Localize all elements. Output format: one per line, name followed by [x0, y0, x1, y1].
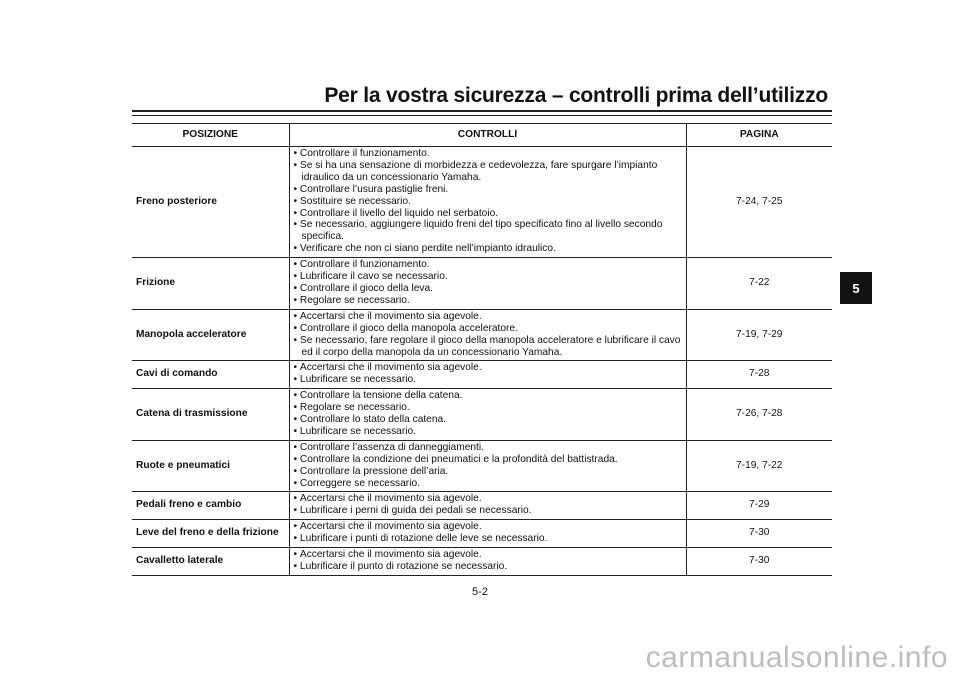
pre-ride-checks-table: [132, 123, 832, 576]
row-position: Leve del freno e della frizione: [132, 520, 289, 548]
check-item: • Regolare se necessario.: [294, 402, 682, 414]
check-list: [294, 148, 682, 255]
table-row: [132, 389, 832, 441]
check-item: • Correggere se necessario.: [294, 478, 682, 490]
row-position: Catena di trasmissione: [132, 389, 289, 441]
column-header-position: POSIZIONE: [132, 124, 289, 147]
check-list: [294, 311, 682, 359]
check-list: [294, 549, 682, 573]
check-item: • Lubrificare i perni di guida dei pedali se necessario.: [294, 505, 682, 517]
check-list: [294, 362, 682, 386]
check-list: [294, 493, 682, 517]
check-item: • Controllare il livello del liquido nel serbatoio.: [294, 208, 682, 220]
check-item: • Controllare la condizione dei pneumatici e la profondità del battistrada.: [294, 454, 682, 466]
check-item: • Lubrificare i punti di rotazione delle leve se necessario.: [294, 533, 682, 545]
check-item: • Controllare lo stato della catena.: [294, 414, 682, 426]
table-row: [132, 492, 832, 520]
row-position: Frizione: [132, 258, 289, 310]
check-item: • Accertarsi che il movimento sia agevole.: [294, 311, 682, 323]
row-position: Cavi di comando: [132, 361, 289, 389]
row-checks: [289, 258, 686, 310]
check-item: • Controllare l’assenza di danneggiamenti.: [294, 442, 682, 454]
row-checks: [289, 520, 686, 548]
check-item: • Controllare la pressione dell’aria.: [294, 466, 682, 478]
check-item: • Lubrificare il punto di rotazione se necessario.: [294, 561, 682, 573]
row-checks: [289, 492, 686, 520]
table-header-row: [132, 124, 832, 147]
row-page-ref: 7-22: [686, 258, 832, 310]
check-item: • Se si ha una sensazione di morbidezza e cedevolezza, fare spurgare l’impianto idraulico da un concessionario Yamaha.: [294, 160, 682, 184]
table-row: [132, 309, 832, 361]
section-tab: 5: [840, 272, 872, 304]
row-position: Freno posteriore: [132, 147, 289, 258]
row-checks: [289, 389, 686, 441]
table-body: [132, 147, 832, 576]
check-item: • Se necessario, fare regolare il gioco della manopola acceleratore e lubrificare il cavo ed il corpo della manopola da un concessionario Yamaha.: [294, 335, 682, 359]
row-page-ref: 7-30: [686, 520, 832, 548]
check-list: [294, 390, 682, 438]
row-checks: [289, 361, 686, 389]
table-row: [132, 147, 832, 258]
check-item: • Lubrificare se necessario.: [294, 374, 682, 386]
check-item: • Controllare il funzionamento.: [294, 148, 682, 160]
check-item: • Verificare che non ci siano perdite nell’impianto idraulico.: [294, 243, 682, 255]
watermark-text: carmanualsonline.info: [645, 641, 948, 674]
row-page-ref: 7-19, 7-22: [686, 440, 832, 492]
row-checks: [289, 309, 686, 361]
title-rule-thick: [132, 110, 832, 112]
row-position: Pedali freno e cambio: [132, 492, 289, 520]
table-row: [132, 520, 832, 548]
table-row: [132, 361, 832, 389]
table-row: [132, 548, 832, 576]
row-page-ref: 7-28: [686, 361, 832, 389]
page-number: 5-2: [472, 586, 488, 598]
page-title: Per la vostra sicurezza – controlli prima dell’utilizzo: [324, 84, 828, 107]
row-position: Cavalletto laterale: [132, 548, 289, 576]
row-checks: [289, 548, 686, 576]
row-position: Ruote e pneumatici: [132, 440, 289, 492]
check-item: • Accertarsi che il movimento sia agevole.: [294, 362, 682, 374]
title-rule-thin: [132, 115, 832, 116]
row-page-ref: 7-26, 7-28: [686, 389, 832, 441]
row-page-ref: 7-30: [686, 548, 832, 576]
check-item: • Sostituire se necessario.: [294, 196, 682, 208]
check-item: • Accertarsi che il movimento sia agevole.: [294, 549, 682, 561]
column-header-checks: CONTROLLI: [289, 124, 686, 147]
check-list: [294, 442, 682, 490]
check-item: • Lubrificare il cavo se necessario.: [294, 271, 682, 283]
row-page-ref: 7-24, 7-25: [686, 147, 832, 258]
column-header-page: PAGINA: [686, 124, 832, 147]
check-item: • Accertarsi che il movimento sia agevole.: [294, 493, 682, 505]
row-checks: [289, 147, 686, 258]
check-item: • Se necessario, aggiungere liquido freni del tipo specificato fino al livello secondo specifica.: [294, 219, 682, 243]
check-list: [294, 259, 682, 307]
check-item: • Regolare se necessario.: [294, 295, 682, 307]
row-page-ref: 7-29: [686, 492, 832, 520]
row-position: Manopola acceleratore: [132, 309, 289, 361]
check-item: • Accertarsi che il movimento sia agevole.: [294, 521, 682, 533]
check-item: • Controllare il gioco della leva.: [294, 283, 682, 295]
row-checks: [289, 440, 686, 492]
check-list: [294, 521, 682, 545]
check-item: • Controllare l’usura pastiglie freni.: [294, 184, 682, 196]
check-item: • Controllare la tensione della catena.: [294, 390, 682, 402]
check-item: • Lubrificare se necessario.: [294, 426, 682, 438]
table-row: [132, 258, 832, 310]
check-item: • Controllare il gioco della manopola acceleratore.: [294, 323, 682, 335]
check-item: • Controllare il funzionamento.: [294, 259, 682, 271]
row-page-ref: 7-19, 7-29: [686, 309, 832, 361]
table-row: [132, 440, 832, 492]
